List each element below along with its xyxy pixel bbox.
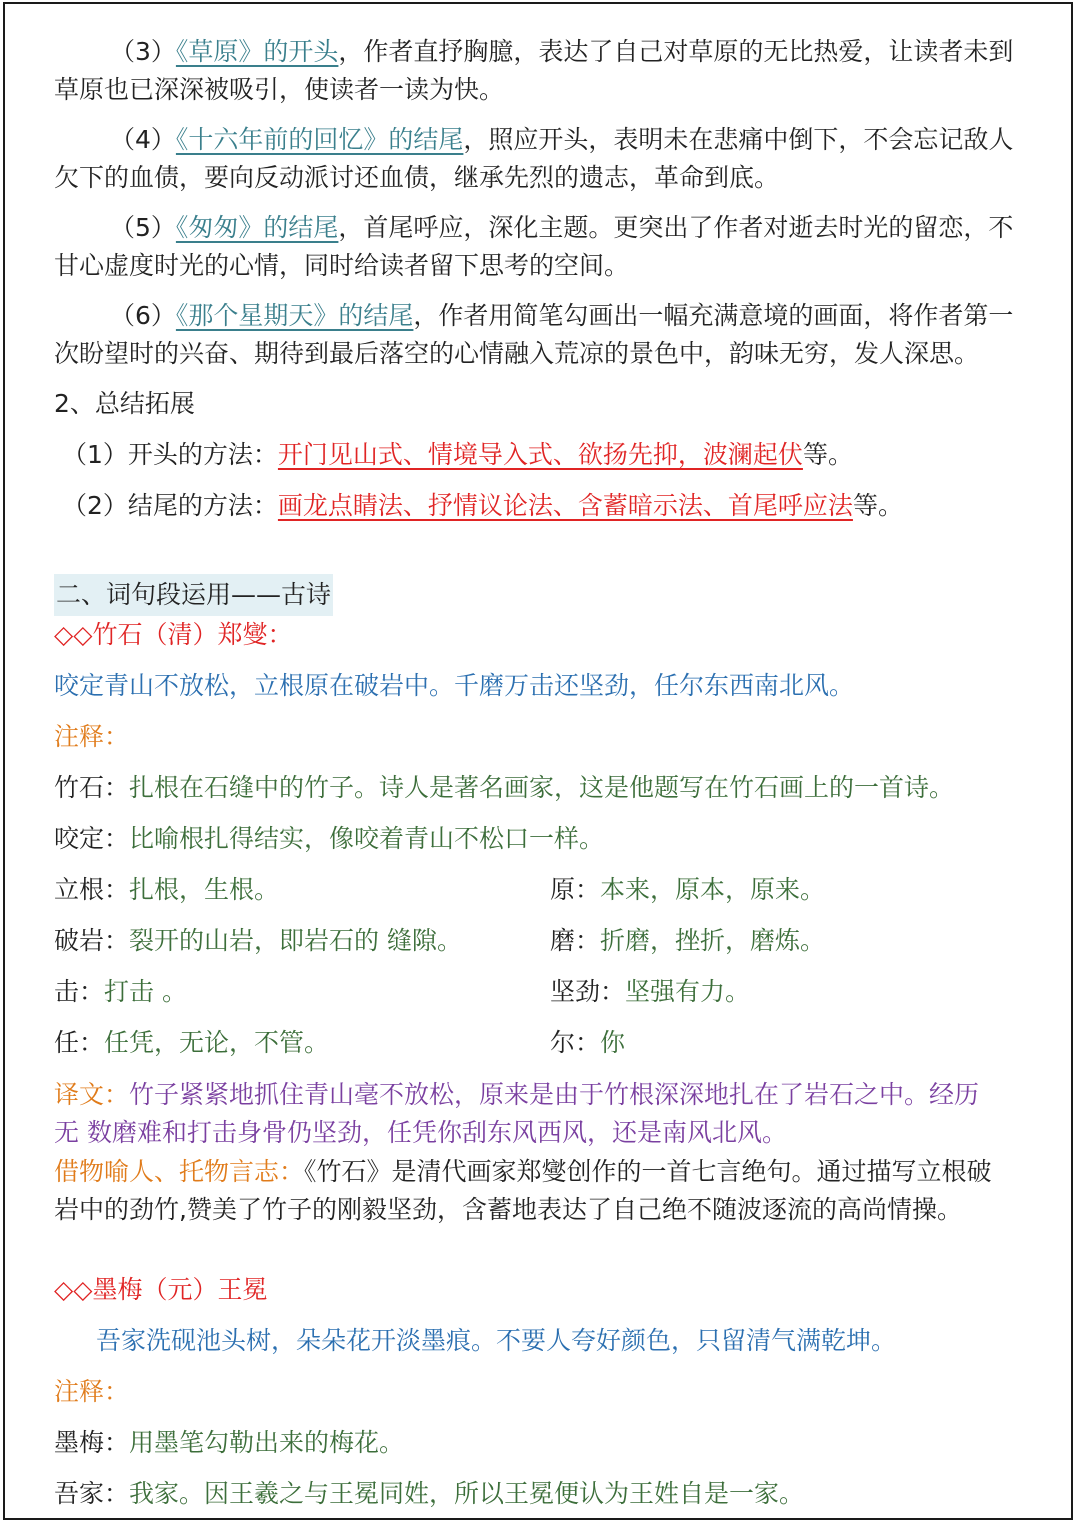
- note-term: 竹石：: [54, 773, 130, 802]
- poem1-notes-label: 注释：: [54, 722, 130, 751]
- poem1-title: ◇◇竹石（清）郑燮：: [54, 620, 293, 649]
- note-momei: [54, 1424, 404, 1462]
- note-def: 坚强有力。: [625, 977, 751, 1006]
- note-yaoding: [54, 820, 604, 858]
- item-4-number: （4）: [110, 125, 176, 154]
- theme-text: 《竹石》是清代画家郑燮创作的一首七言绝句。通过描写立根破 岩中的劲竹,赞美了竹子的刚毅坚劲，含蓄地表达了自己绝不随波逐流的高尚情操。: [54, 1157, 992, 1224]
- note-def: 比喻根扎得结实，像咬着青山不松口一样。: [129, 824, 605, 853]
- poem2-text: 吾家洗砚池头树，朵朵花开淡墨痕。不要人夸好颜色，只留清气满乾坤。: [96, 1326, 897, 1355]
- note-def: 扎根，生根。: [129, 875, 280, 904]
- ending-methods-list: 画龙点睛法、抒情议论法、含蓄暗示法、首尾呼应法: [277, 491, 853, 520]
- note-term: 墨梅：: [54, 1428, 130, 1457]
- item-5-number: （5）: [110, 213, 176, 242]
- item-6: [54, 297, 1019, 373]
- ending-suffix: 等。: [852, 491, 903, 520]
- item-6-text: ，作者用简笔勾画出一幅充满意境的画面，将作者第一次盼望时的兴奋、期待到最后落空的心情融入荒凉的景色中，韵味无穷，发人深思。: [54, 301, 1014, 368]
- translation-label: 译文：: [54, 1080, 130, 1109]
- item-5: [54, 209, 1019, 285]
- note-term: 立根：: [54, 875, 130, 904]
- note-term: 磨：: [550, 926, 601, 955]
- note-yuan: [550, 871, 825, 909]
- poem1-translation: [54, 1076, 994, 1152]
- note-def: 任凭，无论，不管。: [104, 1028, 330, 1057]
- note-term: 吾家：: [54, 1479, 130, 1508]
- item-3-text: ，作者直抒胸臆，表达了自己对草原的无比热爱，让读者未到草原也已深深被吸引，使读者一读为快。: [54, 37, 1014, 104]
- item-4: [54, 121, 1019, 197]
- item-6-title: 《那个星期天》的结尾: [175, 301, 414, 330]
- opening-methods-list: 开门见山式、情境导入式、欲扬先抑，波澜起伏: [277, 440, 803, 469]
- note-def: 折磨，挫折，磨炼。: [600, 926, 826, 955]
- ending-label: （2）结尾的方法：: [62, 491, 278, 520]
- note-def: 用墨笔勾勒出来的梅花。: [129, 1428, 405, 1457]
- note-term: 咬定：: [54, 824, 130, 853]
- note-poyan: [54, 922, 462, 960]
- note-zhushi: [54, 769, 954, 807]
- item-4-text: ，照应开头，表明未在悲痛中倒下，不会忘记敌人欠下的血债，要向反动派讨还血债，继承先烈的遗志，革命到底。: [54, 125, 1014, 192]
- note-ji: [54, 973, 187, 1011]
- opening-label: （1）开头的方法：: [62, 440, 278, 469]
- item-3-title: 《草原》的开头: [175, 37, 339, 66]
- note-ligen: [54, 871, 279, 909]
- note-def: 你: [600, 1028, 626, 1057]
- note-def: 打击 。: [104, 977, 187, 1006]
- translation-text: 竹子紧紧地抓住青山毫不放松，原来是由于竹根深深地扎在了岩石之中。经历无 数磨难和打击身骨仍坚劲，任凭你刮东风西风，还是南风北风。: [54, 1080, 980, 1147]
- note-def: 本来，原本，原来。: [600, 875, 826, 904]
- note-term: 原：: [550, 875, 601, 904]
- note-jianjin: [550, 973, 750, 1011]
- note-ren: [54, 1024, 329, 1062]
- note-def: 扎根在石缝中的竹子。诗人是著名画家，这是他题写在竹石画上的一首诗。: [129, 773, 955, 802]
- ending-methods: [62, 487, 903, 525]
- note-term: 破岩：: [54, 926, 130, 955]
- poem1-theme: [54, 1153, 994, 1229]
- note-mo: [550, 922, 825, 960]
- item-6-number: （6）: [110, 301, 176, 330]
- note-wujia: [54, 1475, 804, 1513]
- note-def: 我家。因王羲之与王冕同姓，所以王冕便认为王姓自是一家。: [129, 1479, 805, 1508]
- item-5-title: 《匆匆》的结尾: [175, 213, 339, 242]
- item-4-title: 《十六年前的回忆》的结尾: [175, 125, 464, 154]
- summary-heading: 2、总结拓展: [54, 389, 195, 418]
- opening-suffix: 等。: [802, 440, 853, 469]
- note-term: 击：: [54, 977, 105, 1006]
- opening-methods: [62, 436, 853, 474]
- note-def: 裂开的山岩，即岩石的 缝隙。: [129, 926, 462, 955]
- poem1-text: 咬定青山不放松，立根原在破岩中。千磨万击还坚劲，任尔东西南北风。: [54, 671, 855, 700]
- section-heading: 二、词句段运用——古诗: [54, 574, 333, 616]
- item-5-text: ，首尾呼应，深化主题。更突出了作者对逝去时光的留恋，不甘心虚度时光的心情，同时给读者留下思考的空间。: [54, 213, 1014, 280]
- item-3: [54, 33, 1019, 109]
- theme-label: 借物喻人、托物言志：: [54, 1157, 305, 1186]
- note-term: 坚劲：: [550, 977, 626, 1006]
- item-3-number: （3）: [110, 37, 176, 66]
- poem2-title: ◇◇墨梅（元）王冕: [54, 1275, 268, 1304]
- poem2-notes-label: 注释：: [54, 1377, 130, 1406]
- note-term: 尔：: [550, 1028, 601, 1057]
- note-term: 任：: [54, 1028, 105, 1057]
- note-er: [550, 1024, 625, 1062]
